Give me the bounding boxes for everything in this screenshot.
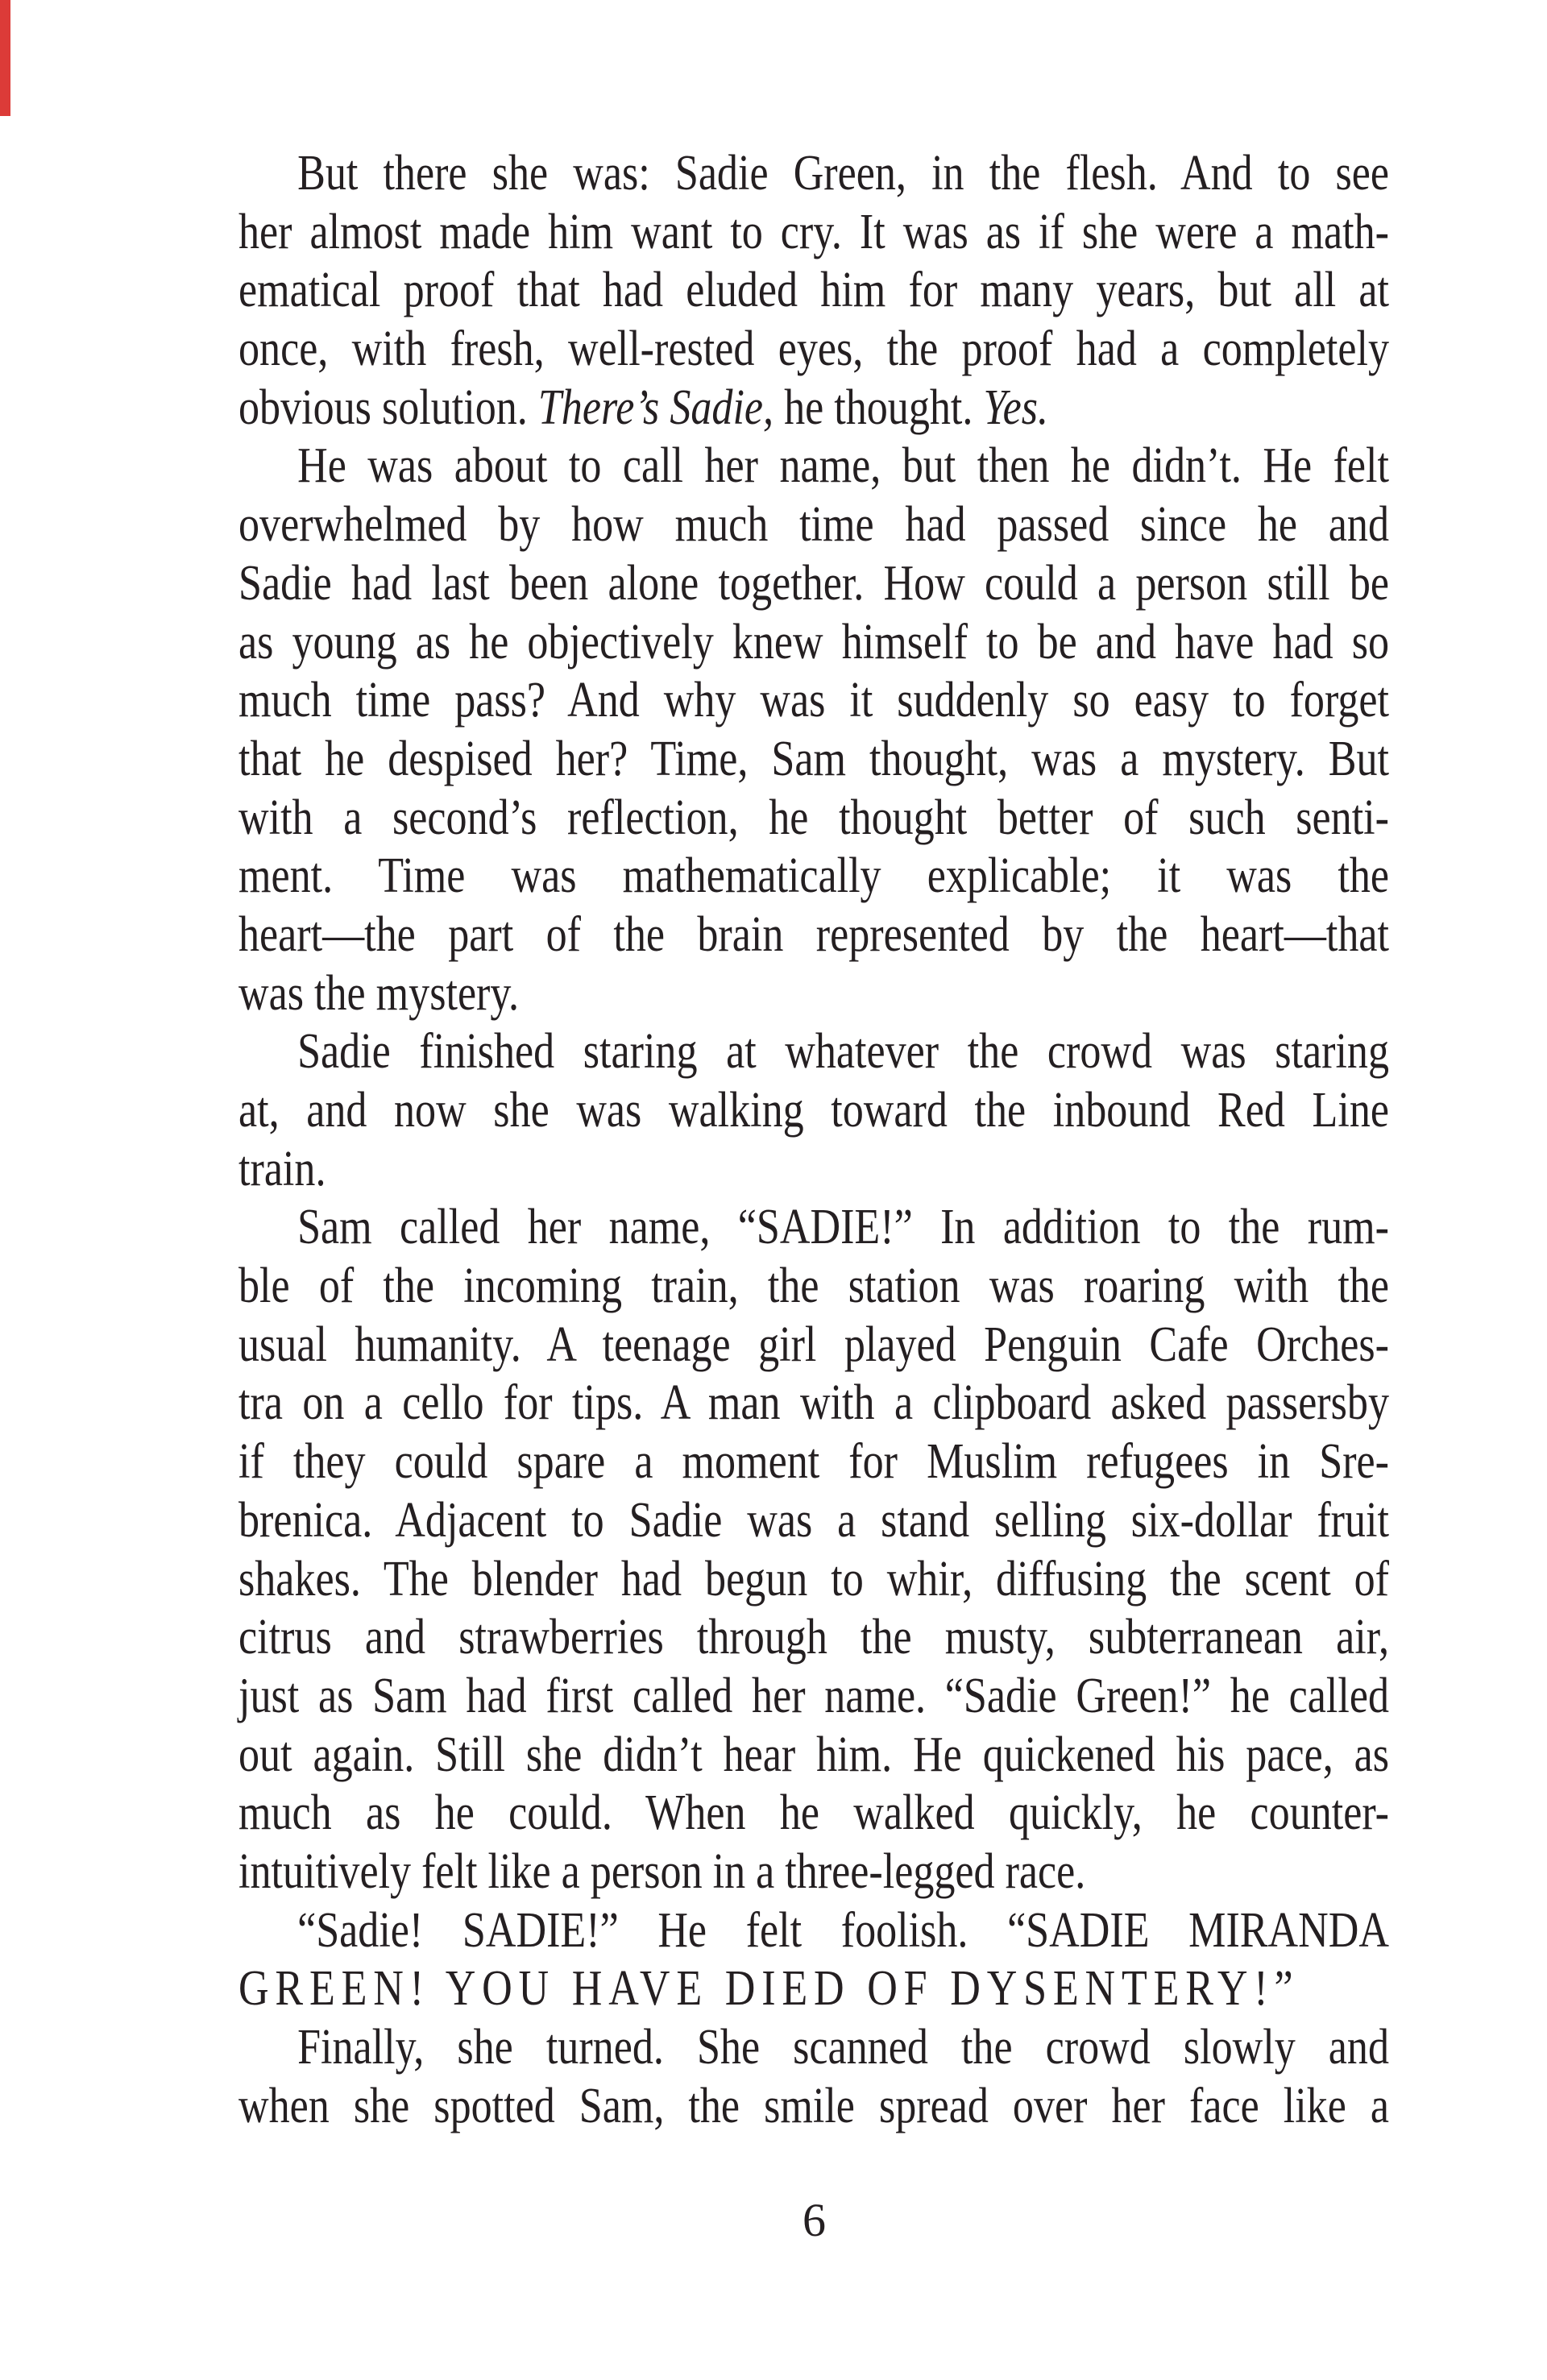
text-run: when she spotted Sam, the smile spread over her face like a [238,2078,1389,2133]
text-line [238,1198,1389,1257]
text-line [238,1608,1389,1667]
text-line [238,203,1389,262]
text-run: once, with fresh, well-rested eyes, the proof had a completely [238,321,1389,377]
text-run: tra on a cello for tips. A man with a clipboard asked passersby [238,1375,1389,1431]
text-line [238,613,1389,672]
text-line [238,1667,1389,1726]
text-run: much as he could. When he walked quickly, he counter- [238,1785,1389,1841]
text-run: shakes. The blender had begun to whir, diffusing the scent of [238,1551,1389,1607]
text-run: Sadie had last been alone together. How could a person still be [238,555,1389,611]
text-line [238,671,1389,730]
text-line [238,261,1389,320]
text-run: at, and now she was walking toward the inbound Red Line [238,1083,1389,1138]
text-line [238,1081,1389,1140]
text-line [238,789,1389,848]
text-line [238,847,1389,906]
text-run: much time pass? And why was it suddenly so easy to forget [238,673,1389,728]
text-line [238,2077,1389,2136]
text-line [238,964,1389,1023]
text-column [238,144,1389,2135]
text-run: as young as he objectively knew himself to be and have had so [238,614,1389,670]
text-line [238,1784,1389,1843]
text-run: ble of the incoming train, the station was roaring with the [238,1258,1389,1314]
text-run: But there she was: Sadie Green, in the flesh. And to see [297,146,1390,201]
text-run: Sam called her name, “SADIE!” In addition to the rum- [297,1200,1390,1255]
text-line [238,1843,1389,1901]
text-run: was the mystery. [238,965,520,1021]
text-line [238,1433,1389,1491]
text-run: with a second’s reflection, he thought better of such senti- [238,790,1389,845]
text-run: obvious solution. [238,379,538,435]
book-spine-accent [0,0,10,116]
text-line [238,495,1389,554]
text-run: overwhelmed by how much time had passed since he and [238,497,1389,553]
text-run: Finally, she turned. She scanned the crowd slowly and [297,2020,1390,2075]
text-run: intuitively felt like a person in a three-legged race. [238,1843,1086,1899]
text-line [238,1959,1389,2018]
text-run: he thought. [774,379,984,435]
text-run: train. [238,1141,326,1196]
text-line [238,906,1389,964]
text-line [238,2018,1389,2077]
text-run: Sadie finished staring at whatever the crowd was staring [297,1024,1390,1080]
text-line [238,1491,1389,1550]
text-run: if they could spare a moment for Muslim refugees in Sre- [238,1434,1389,1490]
italic-text-run: Yes. [983,379,1049,435]
text-run: “Sadie! SADIE!” He felt foolish. “SADIE MIRANDA [297,1902,1390,1958]
text-run: ematical proof that had eluded him for many years, but all at [238,263,1389,318]
text-line [238,1374,1389,1433]
text-run: just as Sam had first called her name. “Sadie Green!” he called [238,1668,1389,1723]
text-line [238,1257,1389,1316]
text-run: out again. Still she didn’t hear him. He quickened his pace, as [238,1727,1389,1782]
text-line [238,554,1389,613]
text-line [238,1022,1389,1081]
text-run: usual humanity. A teenage girl played Penguin Cafe Orches- [238,1316,1389,1372]
text-run: GREEN! YOU HAVE DIED OF DYSENTERY!” [238,1961,1300,2017]
text-line [238,730,1389,789]
italic-text-run: There’s Sadie, [537,379,774,435]
text-line [238,320,1389,379]
text-run: her almost made him want to cry. It was as if she were a math- [238,204,1389,259]
text-line [238,1550,1389,1609]
text-run: brenica. Adjacent to Sadie was a stand selling six-dollar fruit [238,1492,1389,1548]
text-line [238,437,1389,495]
text-line [238,379,1389,437]
text-line [238,1901,1389,1960]
text-line [238,1316,1389,1375]
text-run: ment. Time was mathematically explicable; it was the [238,848,1389,904]
text-run: He was about to call her name, but then he didn’t. He felt [297,438,1390,494]
text-line [238,1140,1389,1199]
text-run: citrus and strawberries through the musty, subterranean air, [238,1610,1389,1665]
text-line [238,1726,1389,1785]
text-run: heart—the part of the brain represented by the heart—that [238,906,1389,962]
text-line [238,144,1389,203]
text-run: that he despised her? Time, Sam thought, was a mystery. But [238,731,1389,786]
page-number: 6 [803,2194,826,2246]
